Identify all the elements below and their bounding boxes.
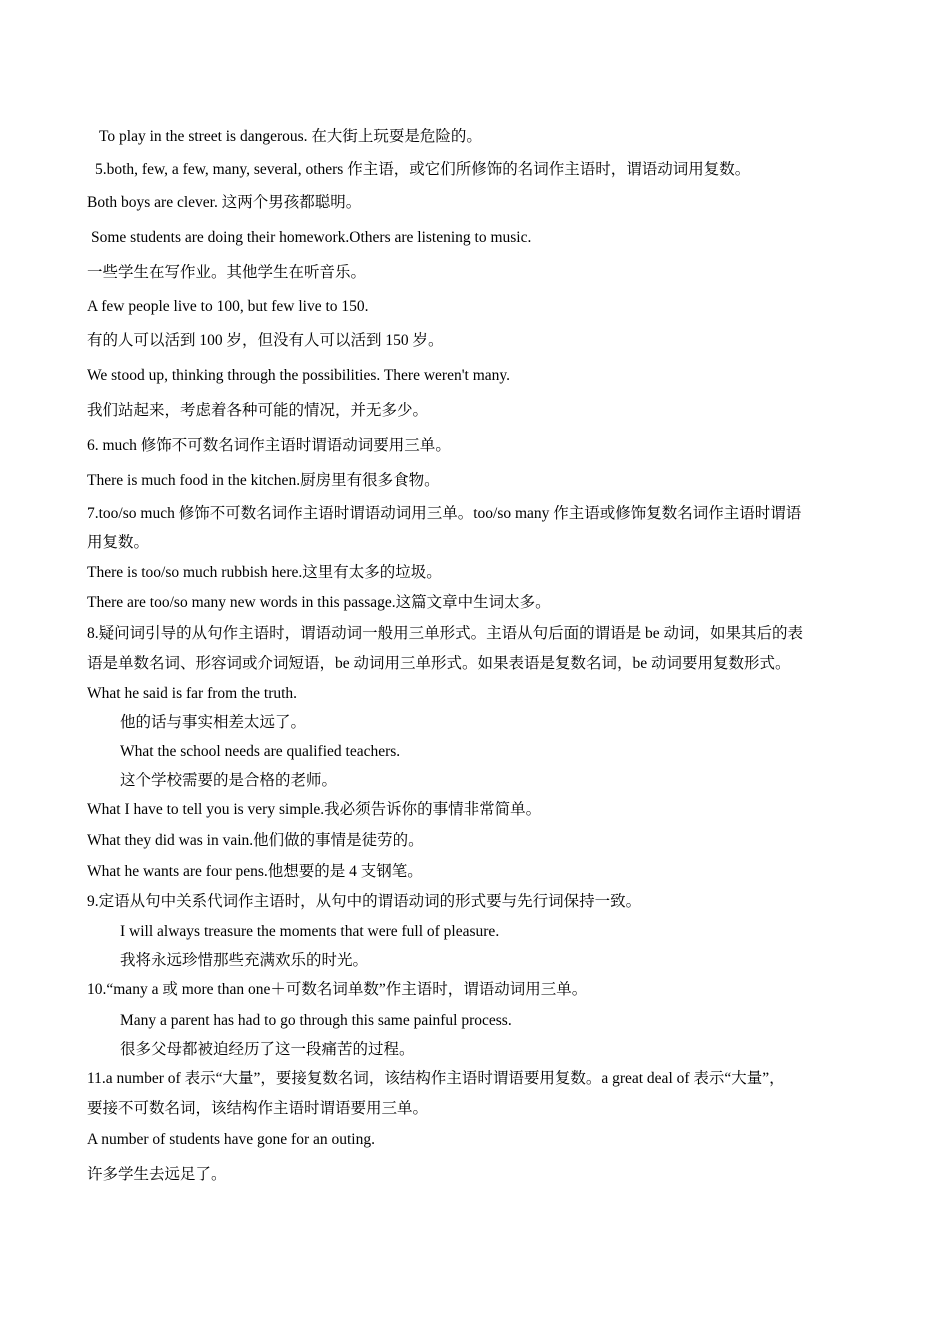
translation: 有的人可以活到 100 岁，但没有人可以活到 150 岁。: [87, 332, 444, 349]
example-sentence: There is much food in the kitchen.厨房里有很多食物。: [87, 472, 440, 489]
rule-11: 11.a number of 表示“大量”，要接复数名词，该结构作主语时谓语要用复数。a great deal of 表示“大量”，: [87, 1070, 785, 1087]
rule-8-continued: 语是单数名词、形容词或介词短语，be 动词用三单形式。如果表语是复数名词，be 动词要用复数形式。: [87, 655, 791, 672]
translation: 我们站起来，考虑着各种可能的情况，并无多少。: [87, 402, 429, 419]
example-sentence: What he said is far from the truth.: [87, 685, 298, 702]
rule-10: 10.“many a 或 more than one＋可数名词单数”作主语时，谓语动词用三单。: [87, 981, 588, 998]
translation: 这个学校需要的是合格的老师。: [120, 772, 338, 789]
translation: 很多父母都被迫经历了这一段痛苦的过程。: [120, 1041, 415, 1058]
example-sentence: A few people live to 100, but few live to 150.: [87, 298, 369, 315]
rule-11-continued: 要接不可数名词，该结构作主语时谓语要用三单。: [87, 1100, 429, 1117]
example-sentence: Some students are doing their homework.Others are listening to music.: [91, 229, 532, 246]
rule-8: 8.疑问词引导的从句作主语时，谓语动词一般用三单形式。主语从句后面的谓语是 be 动词，如果其后的表: [87, 625, 804, 642]
rule-7: 7.too/so much 修饰不可数名词作主语时谓语动词用三单。too/so many 作主语或修饰复数名词作主语时谓语: [87, 505, 802, 522]
translation: 他的话与事实相差太远了。: [120, 714, 307, 731]
rule-6: 6. much 修饰不可数名词作主语时谓语动词要用三单。: [87, 437, 451, 454]
example-sentence: Both boys are clever. 这两个男孩都聪明。: [87, 194, 362, 211]
rule-7-continued: 用复数。: [87, 534, 150, 551]
translation: 许多学生去远足了。: [87, 1166, 227, 1183]
example-sentence: We stood up, thinking through the possibilities. There weren't many.: [87, 367, 510, 384]
example-sentence: To play in the street is dangerous. 在大街上玩耍是危险的。: [99, 128, 482, 145]
translation: 一些学生在写作业。其他学生在听音乐。: [87, 264, 367, 281]
example-sentence: I will always treasure the moments that were full of pleasure.: [120, 923, 500, 940]
rule-5: 5.both, few, a few, many, several, others 作主语，或它们所修饰的名词作主语时，谓语动词用复数。: [95, 161, 751, 178]
example-sentence: What he wants are four pens.他想要的是 4 支钢笔。: [87, 863, 423, 880]
example-sentence: What I have to tell you is very simple.我必须告诉你的事情非常简单。: [87, 801, 542, 818]
example-sentence: Many a parent has had to go through this same painful process.: [120, 1012, 512, 1029]
example-sentence: What the school needs are qualified teachers.: [120, 743, 401, 760]
example-sentence: There is too/so much rubbish here.这里有太多的垃圾。: [87, 564, 442, 581]
example-sentence: A number of students have gone for an outing.: [87, 1131, 375, 1148]
rule-9: 9.定语从句中关系代词作主语时，从句中的谓语动词的形式要与先行词保持一致。: [87, 893, 642, 910]
translation: 我将永远珍惜那些充满欢乐的时光。: [120, 952, 369, 969]
example-sentence: There are too/so many new words in this passage.这篇文章中生词太多。: [87, 594, 551, 611]
example-sentence: What they did was in vain.他们做的事情是徒劳的。: [87, 832, 424, 849]
